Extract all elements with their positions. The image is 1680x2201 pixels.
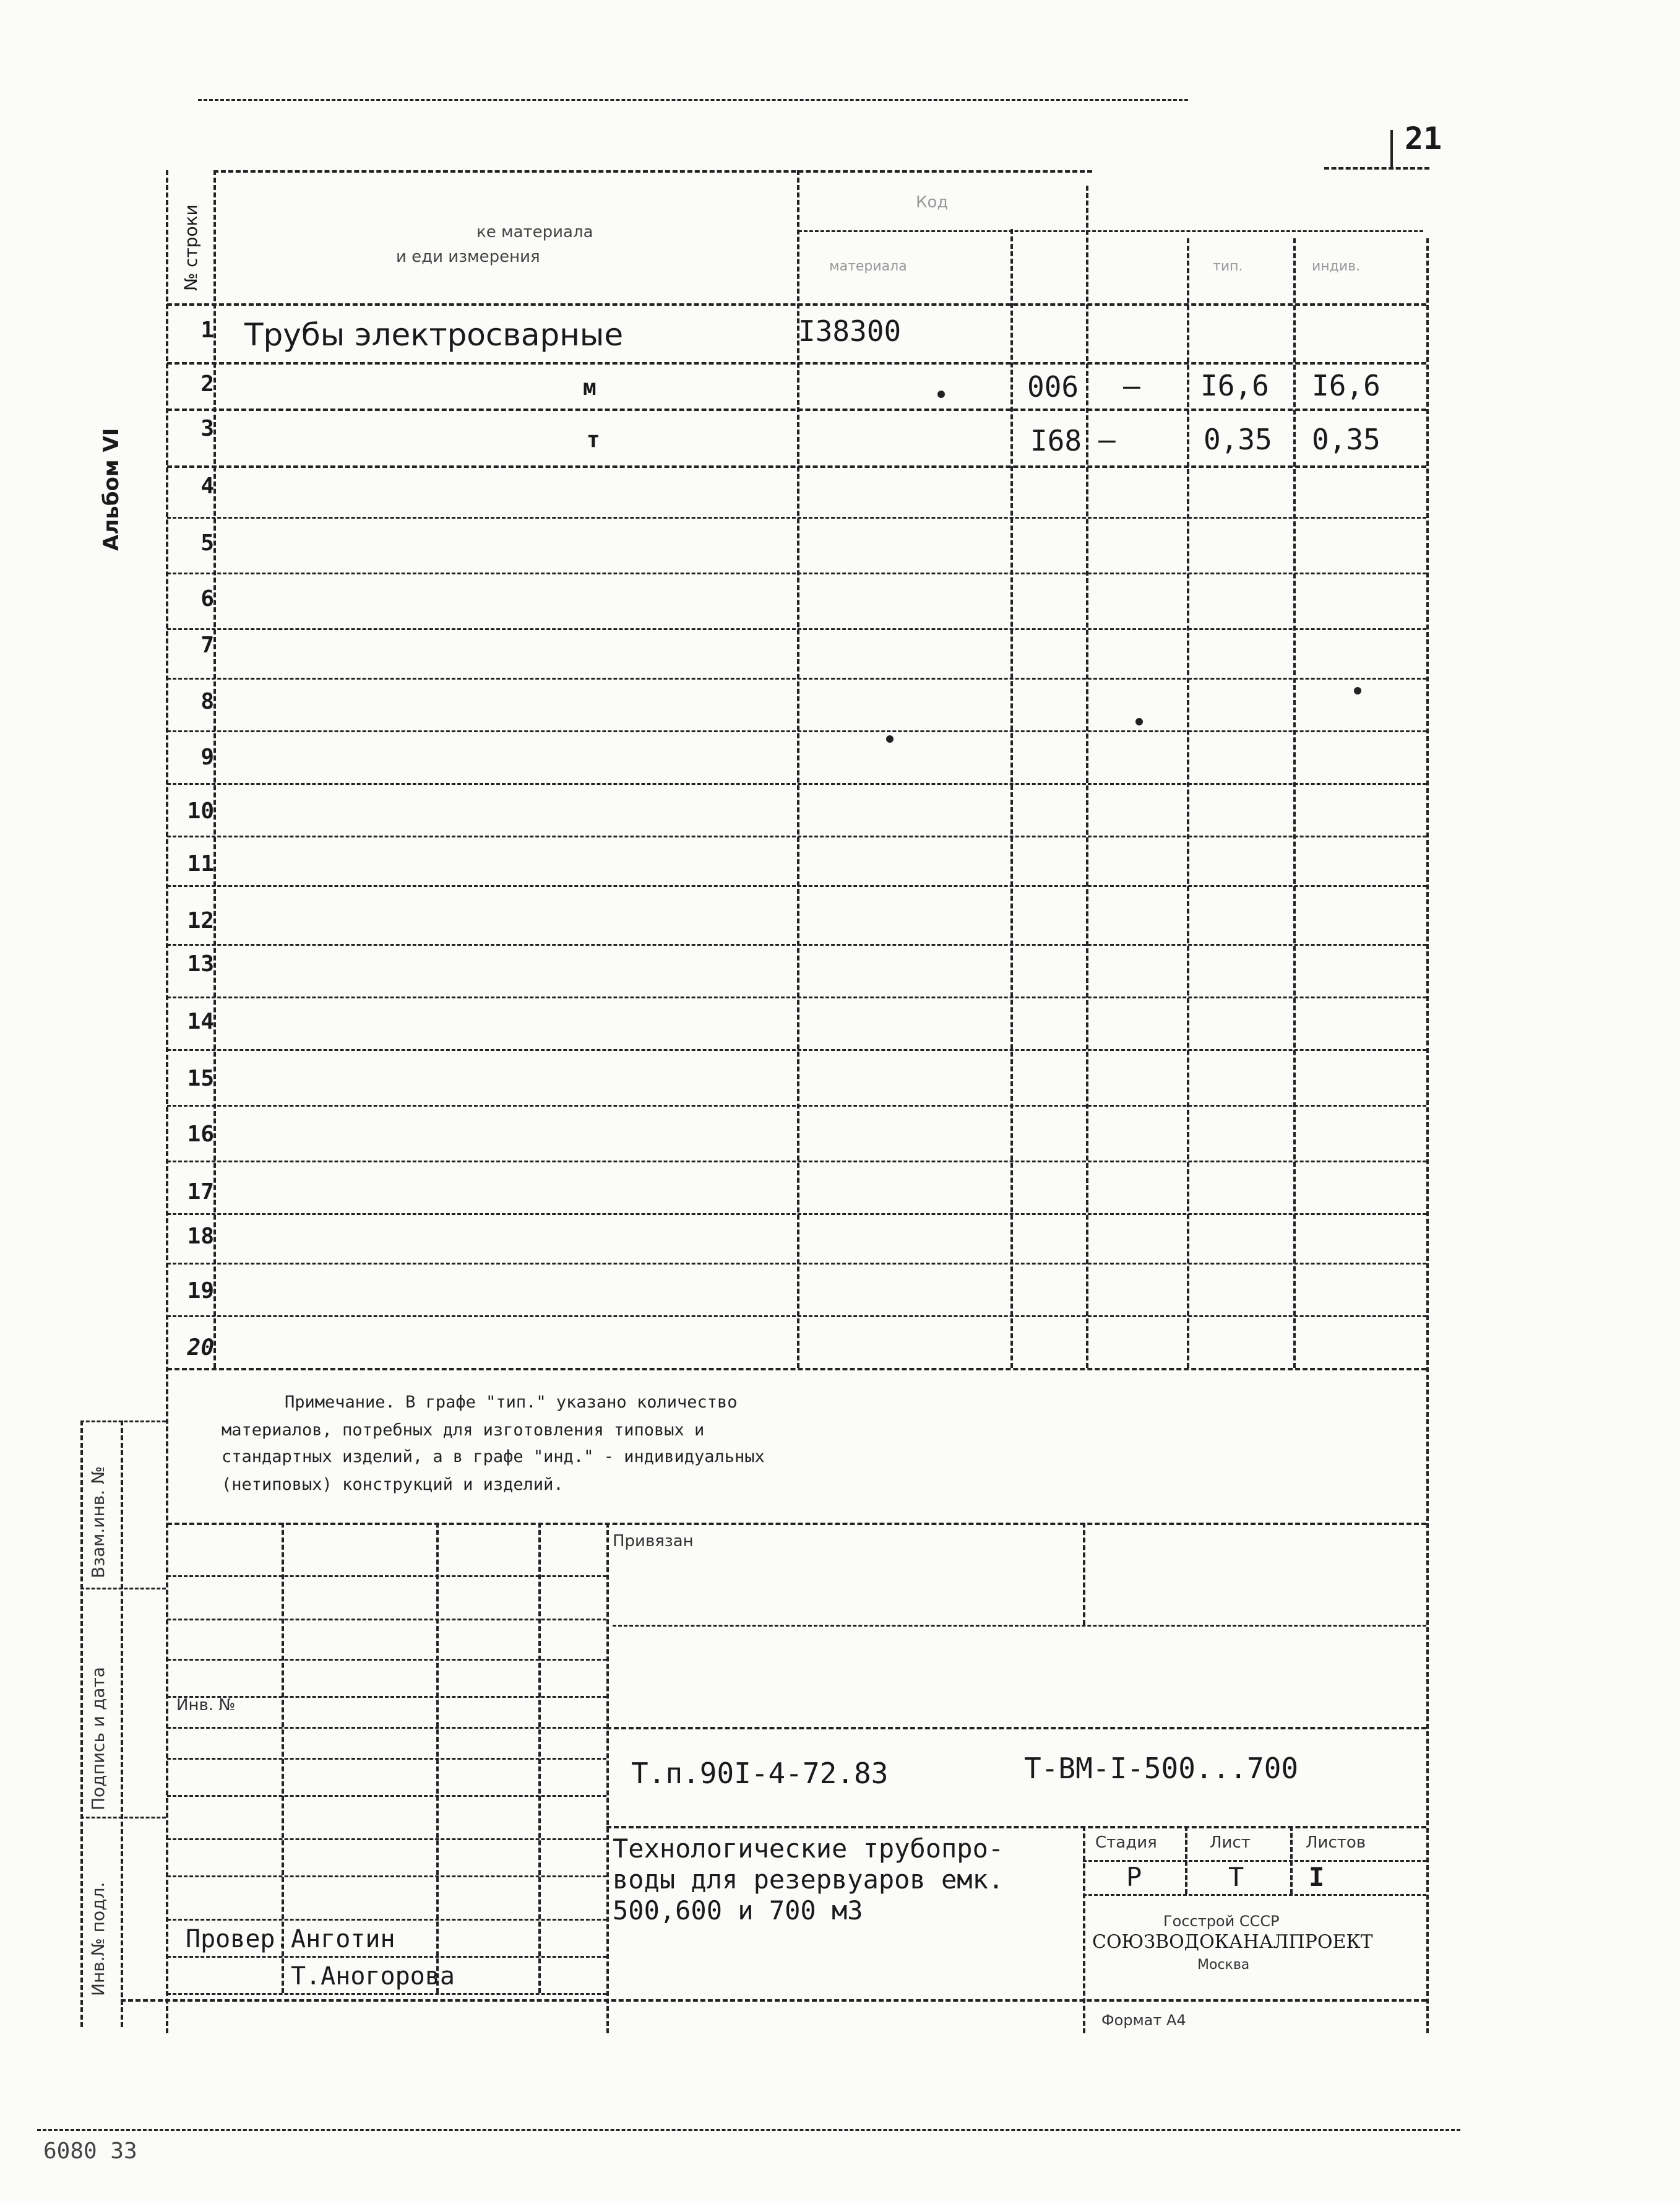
page-bottom-rule <box>37 2129 1460 2131</box>
row-2-colA-dash: – <box>1123 369 1140 402</box>
stamp-original-inv: Инв.№ подл. <box>88 1882 108 1996</box>
stamp-inv-replacement: Взам.инв. № <box>88 1466 108 1578</box>
row-number-18: 18 <box>187 1224 214 1249</box>
title-block-top <box>167 1523 1426 1525</box>
row-line-14 <box>167 1049 1426 1051</box>
row-line-12 <box>167 944 1426 946</box>
stamp-strip-mid <box>121 1420 123 2027</box>
row-line-11 <box>167 885 1426 887</box>
tb-row-8 <box>167 1838 606 1840</box>
row-line-6 <box>167 628 1426 630</box>
row-number-17: 17 <box>187 1179 214 1204</box>
row-line-4 <box>167 517 1426 519</box>
code-col-line <box>1010 229 1013 1368</box>
page-number: 21 <box>1405 121 1442 157</box>
row-number-14: 14 <box>187 1009 214 1034</box>
row-number-20: 20 <box>187 1335 214 1360</box>
row-number-11: 11 <box>187 851 214 876</box>
row-number-13: 13 <box>187 951 214 977</box>
frame-top <box>213 170 1092 173</box>
tb-row-10 <box>167 1919 606 1921</box>
inv-label: Инв. № <box>176 1696 236 1715</box>
row-number-5: 5 <box>200 530 214 556</box>
org-line-2: СОЮЗВОДОКАНАЛПРОЕКТ <box>1092 1931 1373 1953</box>
stage-value-line <box>1083 1894 1426 1896</box>
row-number-8: 8 <box>200 689 214 714</box>
tb-col-4 <box>606 1523 609 2033</box>
colB-line <box>1187 238 1189 1368</box>
stamp-strip-div2 <box>80 1817 166 1818</box>
colC-line <box>1293 238 1296 1368</box>
row-number-12: 12 <box>187 908 214 933</box>
stage-box-left <box>1083 1826 1085 2033</box>
org-line-1: Госстрой СССР <box>1163 1913 1280 1930</box>
sheet-value: Т <box>1228 1862 1244 1892</box>
author-name: Т.Аногорова <box>291 1962 455 1991</box>
row-number-6: 6 <box>200 586 214 612</box>
row-line-10 <box>167 836 1426 837</box>
tb-row-1 <box>167 1575 606 1577</box>
row-number-7: 7 <box>200 633 214 658</box>
sheet-code: Т-ВМ-I-500...700 <box>1024 1752 1299 1785</box>
colC-header: индив. <box>1312 259 1361 274</box>
row-3-qty-individual: 0,35 <box>1312 423 1381 456</box>
title-line-1: Технологические трубопро- <box>613 1833 1004 1864</box>
row-number-15: 15 <box>187 1066 214 1091</box>
row-line-7 <box>167 678 1426 680</box>
row-number-1: 1 <box>200 318 214 343</box>
row-2-name: м <box>583 375 597 400</box>
page-number-rule <box>1324 167 1429 170</box>
sheets-value: I <box>1309 1862 1325 1892</box>
material-unit-header: и еди измерения <box>396 248 540 266</box>
row-1-name: Трубы электросварные <box>244 317 624 353</box>
attached-label: Привязан <box>613 1532 694 1550</box>
row-3-qty-typical: 0,35 <box>1204 423 1272 456</box>
name-col-line <box>797 170 799 1368</box>
row-1-code: I38300 <box>798 314 902 348</box>
stage-value: Р <box>1126 1862 1142 1892</box>
row-3-colA: I68 <box>1030 424 1082 457</box>
page-number-tick <box>1390 130 1393 167</box>
title-block-bottom <box>121 1999 1426 2002</box>
row-line-2 <box>167 409 1426 411</box>
ink-dot <box>937 391 945 398</box>
row-line-9 <box>167 783 1426 785</box>
bottom-code: 6080 33 <box>43 2138 137 2164</box>
row-number-10: 10 <box>187 798 214 824</box>
table-bottom-line <box>167 1368 1426 1370</box>
checker-role: Провер. <box>186 1925 290 1953</box>
frame-right <box>1426 238 1429 2033</box>
note-line-4: (нетиповых) конструкций и изделий. <box>222 1475 564 1494</box>
row-number-header: № строки <box>181 204 201 291</box>
row-3-name: т <box>587 427 600 452</box>
attached-line <box>613 1625 1426 1627</box>
sheets-label: Листов <box>1306 1833 1366 1852</box>
row-line-1 <box>167 362 1426 365</box>
row-line-3 <box>167 465 1426 468</box>
row-line-17 <box>167 1213 1426 1215</box>
ink-dot <box>1135 718 1143 725</box>
tb-row-9 <box>167 1875 606 1877</box>
note-line-1: Примечание. В графе "тип." указано количество <box>285 1393 738 1412</box>
header-split-line <box>798 230 1423 232</box>
tb-row-7 <box>167 1795 606 1797</box>
code-group-header: Код <box>916 193 949 212</box>
album-side-label: Альбом VI <box>99 428 124 551</box>
row-number-19: 19 <box>187 1278 214 1304</box>
title-line-3: 500,600 и 700 м3 <box>613 1895 863 1926</box>
frame-left <box>166 170 168 2033</box>
row-line-8 <box>167 730 1426 732</box>
checker-name: Анготин <box>291 1925 395 1953</box>
row-number-16: 16 <box>187 1122 214 1147</box>
code-row-bottom <box>606 1826 1426 1828</box>
row-2-qty-individual: I6,6 <box>1312 369 1381 402</box>
row-line-5 <box>167 573 1426 574</box>
tb-row-12 <box>167 1993 606 1995</box>
stage-label: Стадия <box>1095 1833 1157 1852</box>
ink-dot <box>1354 687 1361 694</box>
tb-row-5 <box>167 1727 606 1729</box>
tb-row-2 <box>167 1619 606 1620</box>
note-line-2: материалов, потребных для изготовления типовых и <box>222 1420 705 1440</box>
row-line-18 <box>167 1263 1426 1265</box>
stamp-strip-left <box>80 1420 83 2027</box>
note-line-3: стандартных изделий, а в графе "инд." - индивидуальных <box>222 1447 765 1466</box>
row-line-13 <box>167 997 1426 998</box>
code-row-top <box>606 1727 1426 1729</box>
stamp-strip-top <box>80 1420 166 1422</box>
sheet-label: Лист <box>1210 1833 1251 1852</box>
row-number-3: 3 <box>200 416 214 441</box>
material-name-header: ке материала <box>476 223 593 241</box>
document-code: Т.п.90I-4-72.83 <box>631 1757 889 1790</box>
row-2-qty-typical: I6,6 <box>1200 369 1269 402</box>
title-line-2: воды для резервуаров емк. <box>613 1864 1004 1895</box>
row-2-colA: 006 <box>1027 370 1079 404</box>
row-line-15 <box>167 1105 1426 1107</box>
tb-row-3 <box>167 1659 606 1661</box>
format-label: Формат А4 <box>1101 2012 1186 2029</box>
row-line-16 <box>167 1161 1426 1162</box>
row-line-19 <box>167 1315 1426 1317</box>
tb-col-5 <box>1083 1523 1085 1625</box>
colB-header: тип. <box>1213 259 1243 274</box>
stamp-strip-div1 <box>80 1588 166 1589</box>
code-column-header: материала <box>829 259 907 274</box>
top-edge-rule <box>198 99 1188 101</box>
ink-dot <box>886 735 894 743</box>
stamp-signature-date: Подпись и дата <box>88 1667 108 1810</box>
header-bottom-line <box>167 303 1426 306</box>
row-number-2: 2 <box>200 371 214 397</box>
tb-row-11 <box>167 1956 606 1958</box>
org-line-3: Москва <box>1197 1957 1250 1973</box>
row-number-4: 4 <box>200 473 214 499</box>
tb-row-6 <box>167 1758 606 1760</box>
row-number-9: 9 <box>200 745 214 770</box>
row-3-colA-dash: — <box>1098 423 1116 456</box>
